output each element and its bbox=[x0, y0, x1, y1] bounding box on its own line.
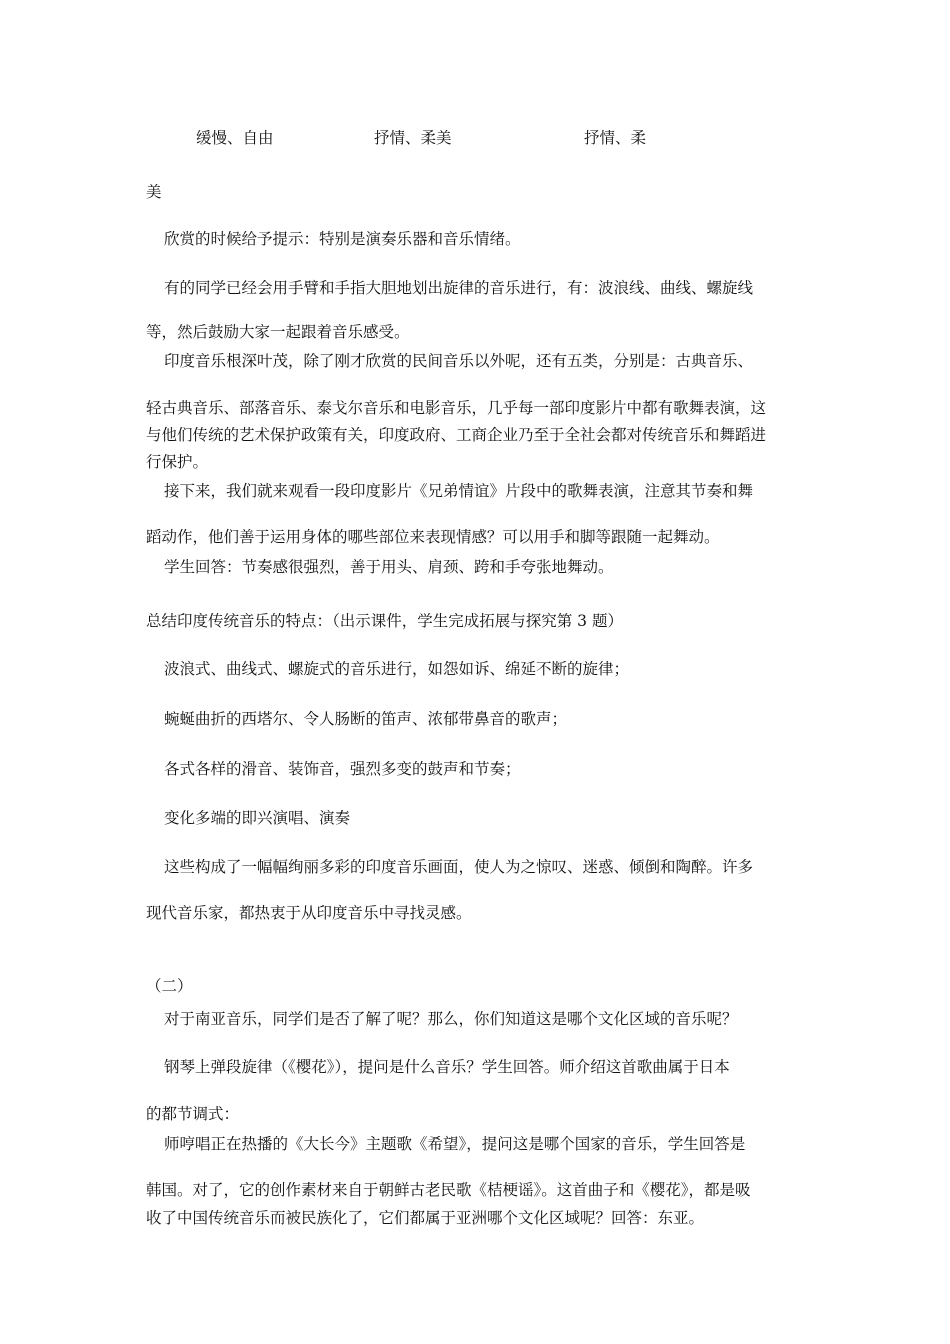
text-line: 与他们传统的艺术保护政策有关，印度政府、工商企业乃至于全社会都对传统音乐和舞蹈进 bbox=[146, 426, 767, 444]
text-line: 等，然后鼓励大家一起跟着音乐感受。 bbox=[146, 323, 410, 341]
text-line: 现代音乐家，都热衷于从印度音乐中寻找灵感。 bbox=[146, 904, 472, 922]
text-line: 行保护。 bbox=[146, 453, 209, 471]
text-line: 对于南亚音乐，同学们是否了解了呢？那么，你们知道这是哪个文化区域的音乐呢？ bbox=[164, 1010, 738, 1028]
text-line: 欣赏的时候给予提示：特别是演奏乐器和音乐情绪。 bbox=[164, 230, 521, 248]
table-cell-mood-2: 抒情、柔 bbox=[584, 129, 647, 147]
text-line: 轻古典音乐、部落音乐、泰戈尔音乐和电影音乐，几乎每一部印度影片中都有歌舞表演，这 bbox=[146, 399, 767, 417]
text-line: 波浪式、曲线式、螺旋式的音乐进行，如怨如诉、绵延不断的旋律； bbox=[164, 660, 630, 678]
text-line: 变化多端的即兴演唱、演奏 bbox=[164, 809, 351, 827]
text-line: 钢琴上弹段旋律（《樱花》），提问是什么音乐？学生回答。师介绍这首歌曲属于日本 bbox=[164, 1058, 730, 1076]
text-line: 的都节调式： bbox=[146, 1105, 240, 1123]
text-line: 学生回答：节奏感很强烈，善于用头、肩颈、跨和手夸张地舞动。 bbox=[164, 558, 614, 576]
text-line: 收了中国传统音乐而被民族化了，它们都属于亚洲哪个文化区域呢？回答：东亚。 bbox=[146, 1209, 705, 1227]
text-line: 蹈动作，他们善于运用身体的哪些部位来表现情感？可以用手和脚等跟随一起舞动。 bbox=[146, 528, 720, 546]
text-line: 韩国。对了，它的创作素材来自于朝鲜古老民歌《桔梗谣》。这首曲子和《樱花》，都是吸 bbox=[146, 1181, 751, 1199]
text-line: 印度音乐根深叶茂，除了刚才欣赏的民间音乐以外呢，还有五类，分别是：古典音乐、 bbox=[164, 352, 754, 370]
text-line: 接下来，我们就来观看一段印度影片《兄弟情谊》片段中的歌舞表演，注意其节奏和舞 bbox=[164, 482, 754, 500]
text-line: 师哼唱正在热播的《大长今》主题歌《希望》，提问这是哪个国家的音乐，学生回答是 bbox=[164, 1135, 746, 1153]
table-cell-mood-1: 抒情、柔美 bbox=[374, 129, 452, 147]
text-line: 总结印度传统音乐的特点：（出示课件，学生完成拓展与探究第 3 题） bbox=[146, 612, 623, 630]
text-line: 蜿蜒曲折的西塔尔、令人肠断的笛声、浓郁带鼻音的歌声； bbox=[164, 710, 568, 728]
text-line: 这些构成了一幅幅绚丽多彩的印度音乐画面，使人为之惊叹、迷惑、倾倒和陶醉。许多 bbox=[164, 858, 754, 876]
table-cell-tempo: 缓慢、自由 bbox=[196, 129, 274, 147]
text-line: 各式各样的滑音、装饰音，强烈多变的鼓声和节奏； bbox=[164, 760, 521, 778]
text-line: 有的同学已经会用手臂和手指大胆地划出旋律的音乐进行，有：波浪线、曲线、螺旋线 bbox=[164, 279, 754, 297]
text-line: 美 bbox=[146, 183, 162, 201]
section-heading: （二） bbox=[146, 977, 193, 995]
